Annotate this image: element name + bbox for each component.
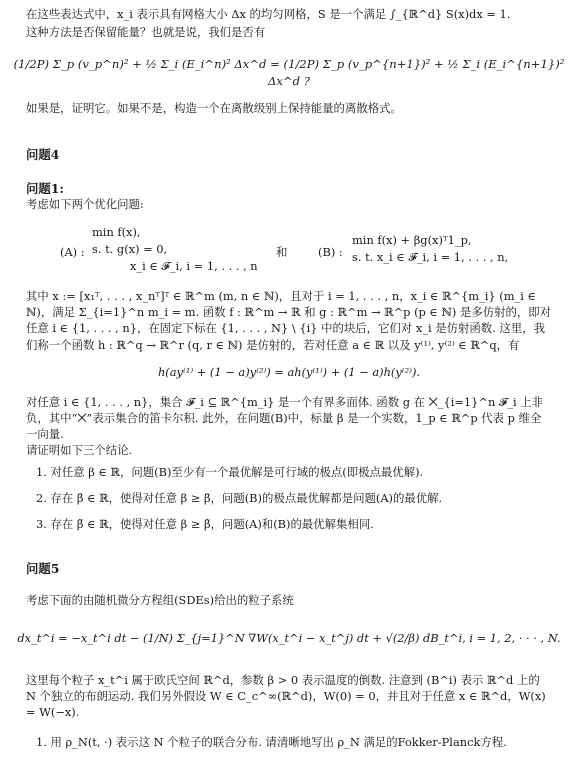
particle-paragraph: 这里每个粒子 x_t^i 属于欧氏空间 ℝ^d，参数 β > 0 表示温度的倒数. 注意到 (B^i) 表示 ℝ^d 上的 N 个独立的布朗运动. 我们另外假设 W ∈ C_c^∞(ℝ^d)，W(0) = 0，并且对于任意 x ∈ ℝ^d，W(x) = W(−x). <box>26 673 546 720</box>
problem5-heading: 问题5 <box>26 561 60 576</box>
problem1-subheading: 问题1: <box>26 181 64 196</box>
polyhedron-paragraph: 对任意 i ∈ {1, . . . , n}，集合 𝓕_i ⊆ ℝ^{m_i} 是一个有界多面体. 函数 g 在 ⨉_{i=1}^n 𝓕_i 上非负，其中“⨉”表示集合的笛卡尔积. 此外，在问题(B)中，标量 β 是一个实数，1_p ∈ ℝ^p 代表 p 维全一向量. <box>26 395 544 442</box>
prove-claims-intro: 请证明如下三个结论. <box>26 443 133 457</box>
problem-b-body <box>352 232 508 266</box>
problem4-heading: 问题4 <box>26 147 60 162</box>
multi-affine-paragraph: 其中 x := [x₁ᵀ, . . . , x_nᵀ]ᵀ ∈ ℝ^m (m, n ∈ ℕ)，且对于 i = 1, . . . , n，x_i ∈ ℝ^{m_i} (m_i ∈ ℕ)，满足 Σ_{i=1}^n m_i = m. 函数 f : ℝ^m → ℝ 和 g : ℝ^m → ℝ^p (p ∈ ℕ) 是多仿射的，即对任意 i ∈ {1, . . . , n}，在固定下标在 {1, . . . , N} \ {i} 中的块后，它们对 x_i 是仿射函数. 这里，我们称一个函数 h : ℝ^q → ℝ^r (q, r ∈ ℕ) 是仿射的，若对任意 a ∈ ℝ 以及 y⁽¹⁾, y⁽²⁾ ∈ ℝ^q，有 <box>26 289 552 352</box>
claim-2: 2. 存在 β̄ ∈ ℝ，使得对任意 β ≥ β̄，问题(B)的极点最优解都是问题(A)的最优解. <box>36 491 443 505</box>
prove-or-construct: 如果是，证明它。如果不是，构造一个在离散级别上保持能量的离散格式。 <box>26 101 402 115</box>
optimization-problems <box>0 224 578 282</box>
claim-3: 3. 存在 β̃ ∈ ℝ，使得对任意 β ≥ β̃，问题(A)和(B)的最优解集相同. <box>36 517 374 531</box>
energy-question-line: 这种方法是否保留能量？也就是说，我们是否有 <box>26 25 266 39</box>
problem-a-constraint-2: x_i ∈ 𝓕_i, i = 1, . . . , n <box>130 259 258 274</box>
energy-equation: (1/2P) Σ_p (v_p^n)² + ½ Σ_i (E_i^n)² Δx^d = (1/2P) Σ_p (v_p^{n+1})² + ½ Σ_i (E_i^{n+1})² Δx^d ? <box>13 57 565 89</box>
problem4-intro: 考虑如下两个优化问题: <box>26 197 144 211</box>
sde-equation: dx_t^i = −x_t^i dt − (1/N) Σ_{j=1}^N ∇W(x_t^i − x_t^j) dt + √(2/β) dB_t^i, i = 1, 2, · · · , N. <box>17 631 561 645</box>
problem5-intro: 考虑下面的由随机微分方程组(SDEs)给出的粒子系统 <box>26 593 294 607</box>
problem-b-constraint: s. t. x_i ∈ 𝓕_i, i = 1, . . . , n, <box>352 250 509 265</box>
claim-1: 1. 对任意 β ∈ ℝ，问题(B)至少有一个最优解是可行域的极点(即极点最优解). <box>36 465 424 479</box>
and-label: 和 <box>276 245 288 259</box>
problem-a-objective: min f(x), <box>92 225 141 239</box>
problem-b-objective: min f(x) + βg(x)ᵀ1_p, <box>352 233 472 247</box>
affine-equation: h(ay⁽¹⁾ + (1 − a)y⁽²⁾) = ah(y⁽¹⁾) + (1 − a)h(y⁽²⁾). <box>157 365 421 379</box>
problem-b-label: (B) : <box>318 245 343 259</box>
intro-line: 在这些表达式中，x_i 表示具有网格大小 Δx 的均匀网格，S 是一个满足 ∫_{ℝ^d} S(x)dx = 1. <box>26 7 511 21</box>
fokker-planck-item: 1. 用 ρ_N(t, ·) 表示这 N 个粒子的联合分布. 请清晰地写出 ρ_N 满足的Fokker-Planck方程. <box>36 735 507 749</box>
problem-a-body <box>92 224 258 275</box>
problem-a-constraint-1: s. t. g(x) = 0, <box>92 242 168 257</box>
problem-a-label: (A) : <box>60 245 85 259</box>
